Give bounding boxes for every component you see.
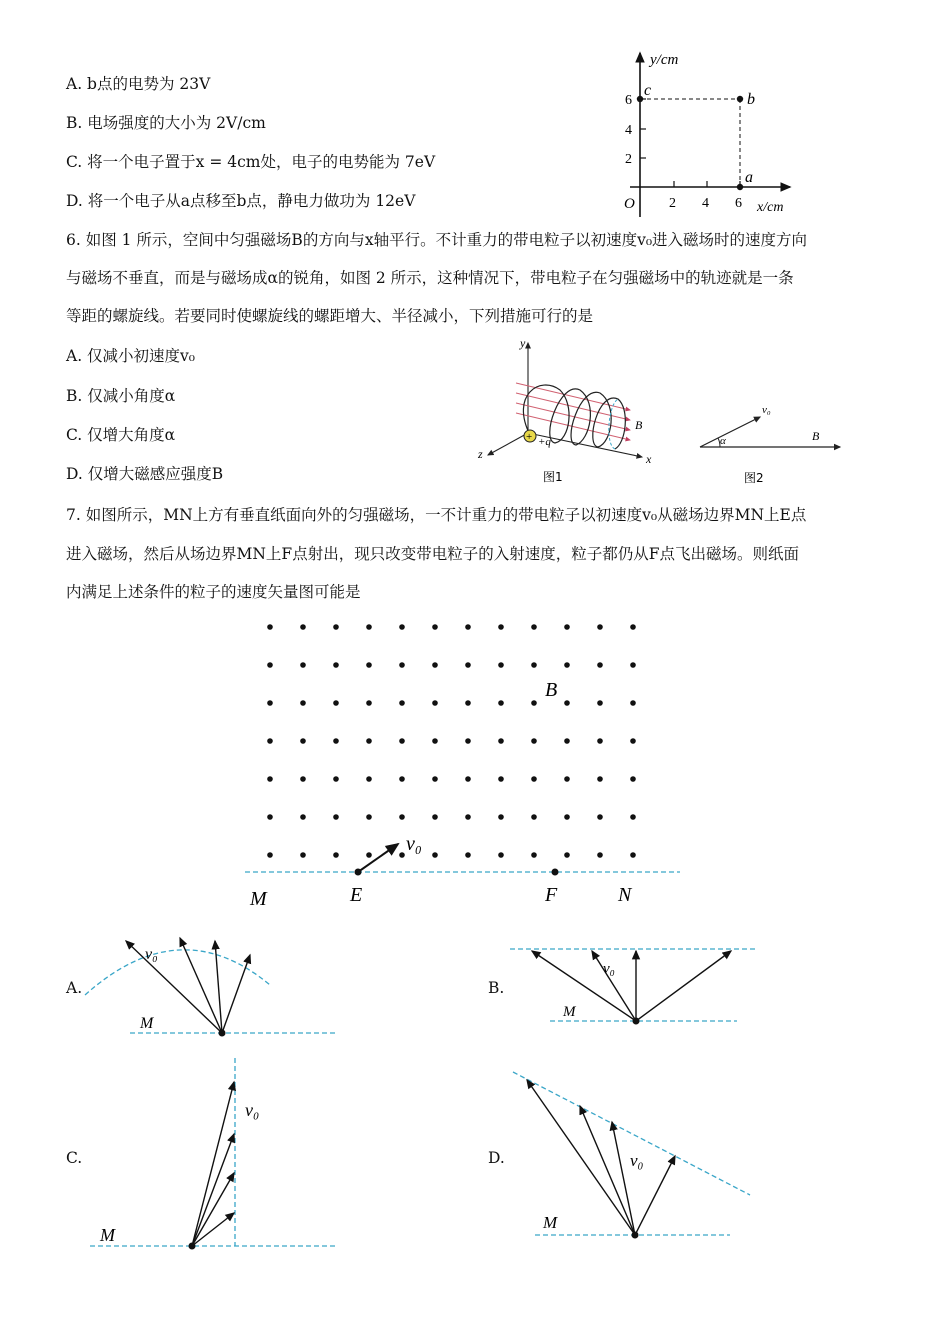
choice-d-v0: v₀ (630, 1151, 644, 1170)
label-F: F (545, 884, 558, 906)
field-dot (564, 700, 570, 706)
field-dot (630, 624, 636, 630)
q7-stem-line3: 内满足上述条件的粒子的速度矢量图可能是 (66, 583, 361, 601)
field-dot (564, 738, 570, 744)
field-dot (564, 814, 570, 820)
field-dot (531, 624, 537, 630)
v0-label: v₀ (406, 833, 422, 855)
q6-stem-line2: 与磁场不垂直，而是与磁场成α的锐角，如图 2 所示，这种情况下，带电粒子在匀强磁场中的轨迹就是一条 (66, 269, 794, 287)
field-dot (333, 738, 339, 744)
q7-stem-line1: 7. 如图所示，MN上方有垂直纸面向外的匀强磁场，一不计重力的带电粒子以初速度v₀从磁场边界MN上E点 (66, 506, 807, 524)
field-dot (498, 662, 504, 668)
origin-label: O (624, 196, 635, 212)
field-dot (366, 776, 372, 782)
fig2-b-label: B (812, 429, 820, 443)
field-dot (465, 814, 471, 820)
field-dot (366, 738, 372, 744)
q5-option-d: D. 将一个电子从a点移至b点，静电力做功为 12eV (66, 192, 416, 210)
field-dot (630, 852, 636, 858)
field-dot (564, 776, 570, 782)
field-dot (399, 662, 405, 668)
y-tick-label: 4 (625, 123, 632, 138)
field-dot (399, 700, 405, 706)
choice-c-v0: v₀ (245, 1100, 260, 1120)
choice-c-label[interactable]: C. (66, 1149, 83, 1167)
field-dot (300, 624, 306, 630)
field-dot (531, 700, 537, 706)
svg-text:+: + (526, 431, 533, 443)
field-dot (366, 814, 372, 820)
field-dot (564, 852, 570, 858)
q5-option-c: C. 将一个电子置于x = 4cm处，电子的电势能为 7eV (66, 153, 436, 171)
choice-b-v0: v₀ (603, 961, 615, 977)
field-dot (630, 738, 636, 744)
field-dot (597, 776, 603, 782)
field-dot (498, 700, 504, 706)
q6-option-c: C. 仅增大角度α (66, 426, 176, 444)
field-dot (300, 662, 306, 668)
choice-c-diagram (90, 1050, 350, 1260)
field-dot (333, 852, 339, 858)
choice-d-diagram (505, 1060, 765, 1250)
field-dot (333, 814, 339, 820)
field-dot (465, 852, 471, 858)
point-a-label: a (745, 169, 753, 186)
fig2-alpha-label: α (720, 435, 726, 447)
fig2-v0-label: v₀ (762, 404, 771, 416)
field-dot (399, 624, 405, 630)
point-E (355, 869, 362, 876)
y-tick-label: 2 (625, 152, 632, 167)
field-dot (267, 814, 273, 820)
field-dot (597, 814, 603, 820)
field-dot (432, 700, 438, 706)
field-dot (498, 852, 504, 858)
field-dot (498, 738, 504, 744)
q6-stem-line1: 6. 如图 1 所示，空间中匀强磁场B的方向与x轴平行。不计重力的带电粒子以初速度v₀进入磁场时的速度方向 (66, 231, 808, 249)
field-dot (465, 776, 471, 782)
q6-option-b: B. 仅减小角度α (66, 387, 176, 405)
point-b-label: b (747, 91, 755, 108)
label-E: E (350, 884, 363, 906)
fig1-caption: 图1 (543, 470, 563, 484)
field-dot (300, 738, 306, 744)
field-dot (564, 662, 570, 668)
field-dot (531, 738, 537, 744)
field-dot (432, 852, 438, 858)
field-dot (465, 662, 471, 668)
field-dot-grid (267, 624, 636, 858)
field-dot (465, 738, 471, 744)
field-dot (399, 776, 405, 782)
field-dot (366, 662, 372, 668)
field-dot (597, 700, 603, 706)
field-dot (300, 814, 306, 820)
choice-a-label[interactable]: A. (66, 979, 83, 997)
fig1-charge-label: +q (538, 436, 551, 448)
field-dot (597, 852, 603, 858)
label-N: N (618, 884, 632, 906)
choice-b-label[interactable]: B. (488, 979, 505, 997)
fig1-y-label: y (520, 336, 526, 350)
q6-stem-line3: 等距的螺旋线。若要同时使螺旋线的螺距增大、半径减小，下列措施可行的是 (66, 307, 594, 325)
field-dot (267, 776, 273, 782)
field-dot (465, 700, 471, 706)
field-dot (597, 662, 603, 668)
field-dot (399, 814, 405, 820)
q7-stem-line2: 进入磁场，然后从场边界MN上F点射出，现只改变带电粒子的入射速度，粒子都仍从F点飞出磁场。则纸面 (66, 545, 799, 563)
choice-d-label[interactable]: D. (488, 1149, 505, 1167)
point-b (737, 96, 743, 102)
field-dot (267, 738, 273, 744)
q6-option-d: D. 仅增大磁感应强度B (66, 465, 224, 483)
field-dot (267, 662, 273, 668)
field-dot (531, 776, 537, 782)
field-dot (432, 814, 438, 820)
choice-a-v0: v₀ (145, 946, 158, 963)
fig1-z-label: z (478, 447, 483, 461)
field-dot (630, 814, 636, 820)
field-dot (597, 624, 603, 630)
fig1-b-label: B (635, 418, 643, 432)
fig1-x-label: x (646, 452, 652, 466)
field-dot (300, 776, 306, 782)
fig2-caption: 图2 (744, 471, 764, 485)
field-dot (267, 624, 273, 630)
field-dot (498, 814, 504, 820)
figure-1-helix (470, 335, 670, 490)
field-b-label: B (545, 679, 558, 701)
field-dot (333, 662, 339, 668)
label-M: M (250, 888, 267, 910)
q5-option-b: B. 电场强度的大小为 2V/cm (66, 114, 266, 132)
field-dot (597, 738, 603, 744)
field-dot (432, 738, 438, 744)
x-tick-label: 6 (735, 196, 742, 211)
y-axis-label: y/cm (650, 52, 679, 68)
field-dot (333, 776, 339, 782)
x-tick-label: 2 (669, 196, 676, 211)
choice-d-M: M (543, 1213, 558, 1232)
field-dot (432, 776, 438, 782)
x-axis-label: x/cm (757, 200, 784, 215)
field-dot (630, 662, 636, 668)
field-dot (267, 852, 273, 858)
x-tick-label: 4 (702, 196, 709, 211)
point-c-label: c (644, 82, 652, 99)
field-dot (366, 700, 372, 706)
velocity-arrow-v0 (358, 844, 398, 872)
field-dot (267, 700, 273, 706)
magnetic-field-figure (230, 610, 690, 910)
field-dot (399, 738, 405, 744)
choice-b-M: M (563, 1004, 576, 1020)
field-dot (531, 814, 537, 820)
field-dot (564, 624, 570, 630)
field-dot (300, 852, 306, 858)
field-dot (333, 700, 339, 706)
coordinate-graph (610, 45, 800, 225)
field-dot (366, 624, 372, 630)
field-dot (498, 624, 504, 630)
field-dot (333, 624, 339, 630)
field-dot (465, 624, 471, 630)
figure-2-angle (690, 395, 850, 490)
choice-b-diagram (505, 935, 765, 1035)
field-dot (498, 776, 504, 782)
q6-option-a: A. 仅减小初速度v₀ (66, 347, 196, 365)
point-a (737, 184, 743, 190)
choice-c-M: M (100, 1225, 115, 1245)
field-dot (531, 852, 537, 858)
field-dot (300, 700, 306, 706)
point-c (637, 96, 643, 102)
point-F (552, 869, 559, 876)
y-tick-label: 6 (625, 93, 632, 108)
field-dot (432, 662, 438, 668)
field-dot (630, 776, 636, 782)
choice-a-M: M (140, 1015, 154, 1032)
field-dot (630, 700, 636, 706)
field-dot (432, 624, 438, 630)
field-dot (399, 852, 405, 858)
field-dot (531, 662, 537, 668)
field-dot (366, 852, 372, 858)
q5-option-a: A. b点的电势为 23V (66, 75, 211, 93)
choice-a-diagram (80, 925, 350, 1045)
